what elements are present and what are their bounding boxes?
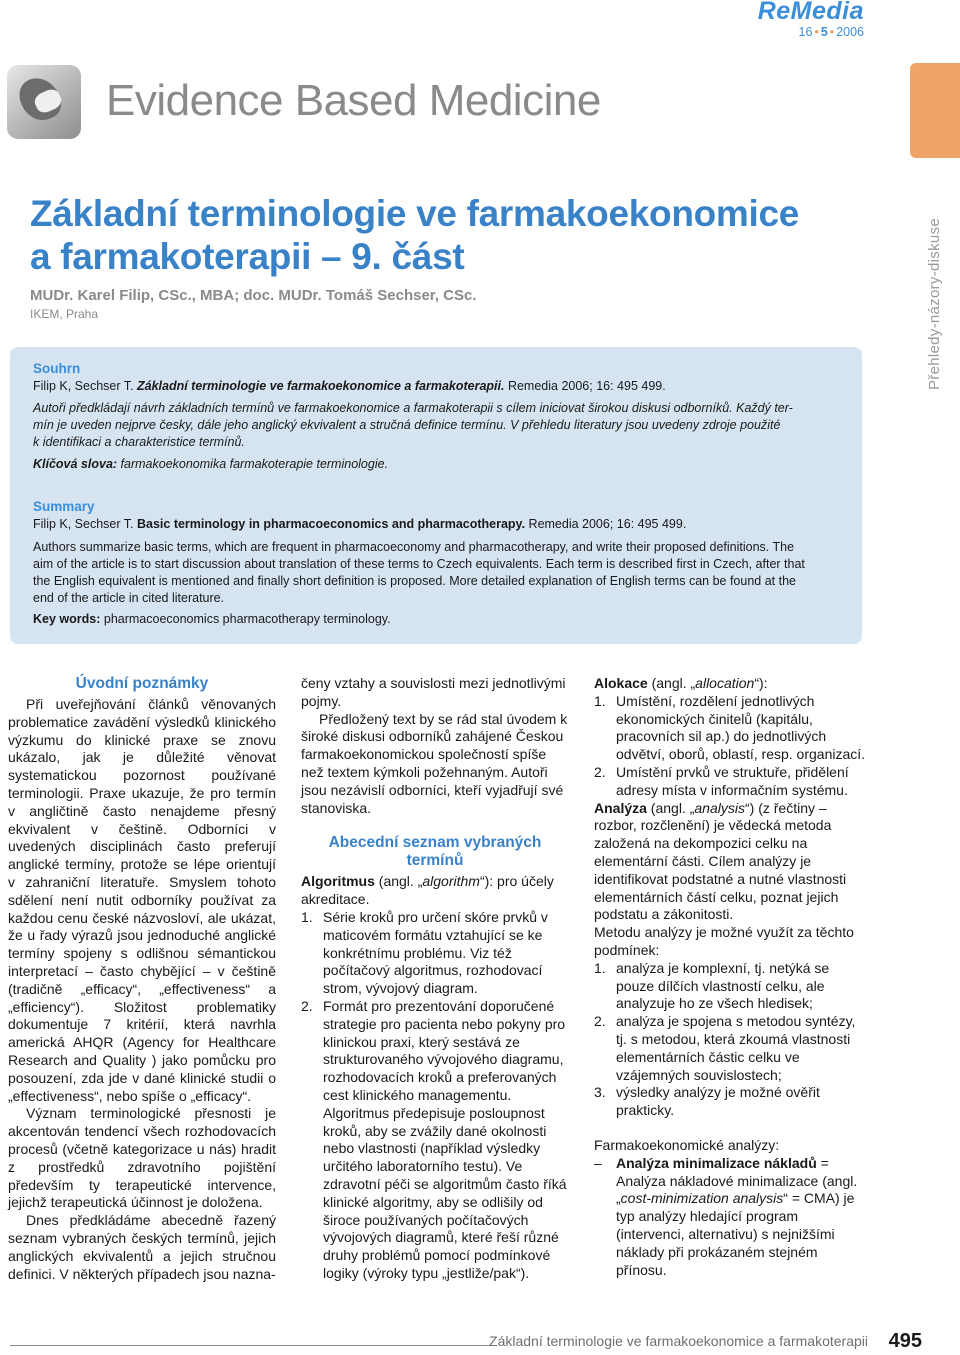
issue-number: 5: [820, 25, 828, 39]
abstract-en-line4: end of the article in cited literature.: [33, 591, 225, 605]
article-title-line2: a farmakoterapii – 9. část: [30, 236, 465, 277]
brand-logo: ReMedia: [757, 0, 864, 25]
abstract-en-citation: Filip K, Sechser T. Basic terminology in pharmacoeconomics and pharmacotherapy. Remedia 2006; 16: 495 499.: [33, 517, 687, 531]
heading-intro: Úvodní poznámky: [75, 675, 209, 692]
abstract-en-heading: Summary: [33, 499, 95, 514]
side-label: Přehledy-názory-diskuse: [926, 218, 943, 390]
issue-info: 16 • 5 • 2006: [798, 25, 864, 39]
list-item: 2. Umístění prvků ve struktuře, přidělení adresy místa v informačním systému.: [594, 763, 849, 798]
intro-paragraph-2: Význam terminologické přesnosti je akcentován tendencí všech rozhodovacích procesů (včetně kategorizace u nás) hradit z prostředků zdravotního pojištění především ty terapeutické intervence, jejichž terapeutická účinnost je doložena.: [8, 1105, 276, 1211]
abstract-cz-keywords: Klíčová slova: farmakoekonomika farmakoterapie terminologie.: [33, 457, 389, 471]
list-item: 2. Formát pro prezentování doporučené strategie pro pacienta nebo pokyny pro klinickou praxi, který sestává ze strukturovaného vývojového diagramu, rozhodovacích kroků a preferovaných cest klinického managementu. Algoritmus předepisuje posloupnost kroků, aby se zvážily dané okolnosti nebo vlastnosti (například výsledky určitého laboratorního testu). Ve zdravotní péči se algoritmům často říká klinické algoritmy, aby se odlišily od široce používaných počítačových vývojových diagramů, které řeší různé druhy problémů pomocí podmínkové logiky (výroky typu „jestliže/pak“).: [301, 997, 567, 1281]
footer: [0, 1330, 960, 1353]
column-1: [8, 675, 276, 1283]
affiliation: IKEM, Praha: [30, 307, 99, 321]
issue-volume: 16: [798, 25, 813, 39]
column-2: [301, 675, 569, 1283]
list-item: 3. výsledky analýzy je možné ověřit prakticky.: [594, 1084, 820, 1119]
section-icon: [7, 65, 81, 139]
abstract-cz-heading: Souhrn: [33, 361, 81, 376]
article-title: [30, 192, 799, 278]
article-title-line1: Základní terminologie ve farmakoekonomice: [30, 193, 800, 234]
issue-year: 2006: [836, 25, 864, 39]
section-title: Evidence Based Medicine: [106, 76, 601, 125]
intro-paragraph-1: Při uveřejňování článků věnovaných problematice zavádění výsledků klinického výzkumu do klinické praxe se znovu ukázalo, jak je důležité věnovat systematickou pozornost používané terminologii. Praxe ukazuje, že pro termín v angličtině často nenajdeme přesný ekvivalent v češtině. Odborníci v uvedených disciplinách často preferují anglické termíny, protože se lépe orientují v zahraniční literatuře. Smyslem tohoto sdělení není nutit odborníky používat za každou cenu české názvosloví, ale ukázat, že u řady výrazů jsou jednoduché anglické termíny spojeny s odlišnou sémantickou interpretací – často chybějící – v češtině (tradičně „efficacy“, „effectiveness“ a „efficiency“). Složitost problematiky dokumentuje 7 kritérií, která navrhla americká AHQR (Agency for Healthcare Research and Quality ) jako pomůcku pro posouzení, zda jde v dané klinické studii o „effectiveness“, nebo spíše o „efficacy“.: [8, 696, 276, 1104]
column-3: [594, 675, 866, 1279]
list-item: – Analýza minimalizace nákladů = Analýza nákladové minimalizace (angl. „cost-minimization analysis“ = CMA) je typ analýzy hledající program (intervenci, alternativu) s nejnižšími náklady při prokázaném stejném přínosu.: [594, 1154, 858, 1278]
abstract-box: [10, 347, 862, 644]
abstract-cz-line3: k identifikaci a charakteristice termínů.: [33, 435, 245, 449]
abstract-cz-line1: Autoři předkládají návrh základních termínů ve farmakoekonomice a farmakoterapii s cílem iniciovat širokou diskusi odborníků. Každý ter-: [33, 401, 793, 415]
intro-paragraph-4: Předložený text by se rád stal úvodem k široké diskusi odborníků zahájené Českou farmakoekonomickou společností spíše než textem kýmkoli požehnaným. Autoři jsou nezávislí odborníci, kteří vyjadřují své stanoviska.: [301, 710, 568, 816]
masthead: [758, 0, 864, 39]
heading-term-list: Abecední seznam vybraných termínů: [328, 834, 542, 870]
page-number: 495: [888, 1330, 922, 1352]
authors: MUDr. Karel Filip, CSc., MBA; doc. MUDr. Tomáš Sechser, CSc.: [30, 287, 477, 304]
list-item: 1. Umístění, rozdělení jednotlivých ekonomických činitelů (kapitálu, pracovních sil ap.) do jednotlivých odvětví, oborů, oblastí, resp. organizací.: [594, 692, 866, 763]
footer-title: Základní terminologie ve farmakoekonomice a farmakoterapii: [489, 1333, 868, 1349]
term-alokace: Alokace (angl. „allocation“):: [594, 675, 768, 691]
term-algoritmus: Algoritmus (angl. „algorithm“): pro účely akreditace.: [301, 873, 554, 908]
abstract-en-line2: aim of the article is to start discussion about translation of these terms to Czech equivalents. Each term is described first in Czech, after that: [33, 557, 805, 571]
abstract-cz-citation: Filip K, Sechser T. Základní terminologie ve farmakoekonomice a farmakoterapii. Remedia 2006; 16: 495 499.: [33, 379, 666, 393]
intro-paragraph-3: Dnes předkládáme abecedně řazený seznam vybraných českých termínů, jejich anglických ekvivalentů a jejich stručnou definici. V některých případech jsou nazna-: [8, 1212, 276, 1282]
footer-rule: [10, 1345, 490, 1346]
continued-paragraph: čeny vztahy a souvislosti mezi jednotlivými pojmy.: [301, 675, 566, 709]
method-conditions: Metodu analýzy je možné využít za těchto podmínek:: [594, 924, 854, 958]
side-tab: [910, 63, 960, 158]
list-item: 1. analýza je komplexní, tj. netýká se pouze dílčích vlastností celku, ale analyzuje ho ze všech hledisek;: [594, 959, 830, 1012]
heading-farmako-analyses: Farmakoekonomické analýzy:: [594, 1136, 780, 1153]
list-item: 2. analýza je spojena s metodou syntézy, tj. s metodou, která zkoumá vlastnosti elementárních částic celku ve vzájemných souvislostech;: [594, 1013, 856, 1083]
abstract-en-line3: the English equivalent is mentioned and finally short definition is proposed. More detailed explanation of English terms can be found at the: [33, 574, 796, 588]
term-analyza: Analýza (angl. „analysis“) (z řečtiny – rozbor, rozčlenění) je vědecká metoda založená na dekompozici celku na elementární části. Cílem analýzy je identifikovat podstatné a nutné vlastnosti elementárních částí celku, poznat jejich podstatu a zákonitosti.: [594, 799, 847, 923]
abstract-en-line1: Authors summarize basic terms, which are frequent in pharmacoeconomy and pharmacotherapy, and write their proposed definitions. The: [33, 540, 795, 554]
abstract-cz-line2: mín je uveden nejprve česky, dále jeho anglický ekvivalent a stručná definice termínu. V přehledu literatury jsou uvedeny zdroje použité: [33, 418, 781, 432]
abstract-en-keywords: Key words: pharmacoeconomics pharmacotherapy terminology.: [33, 612, 391, 626]
list-item: 1. Série kroků pro určení skóre prvků v maticovém formátu vztahující se ke konkrétnímu problému. Viz též počítačový algoritmus, rozhodovací strom, vývojový diagram.: [301, 908, 548, 997]
